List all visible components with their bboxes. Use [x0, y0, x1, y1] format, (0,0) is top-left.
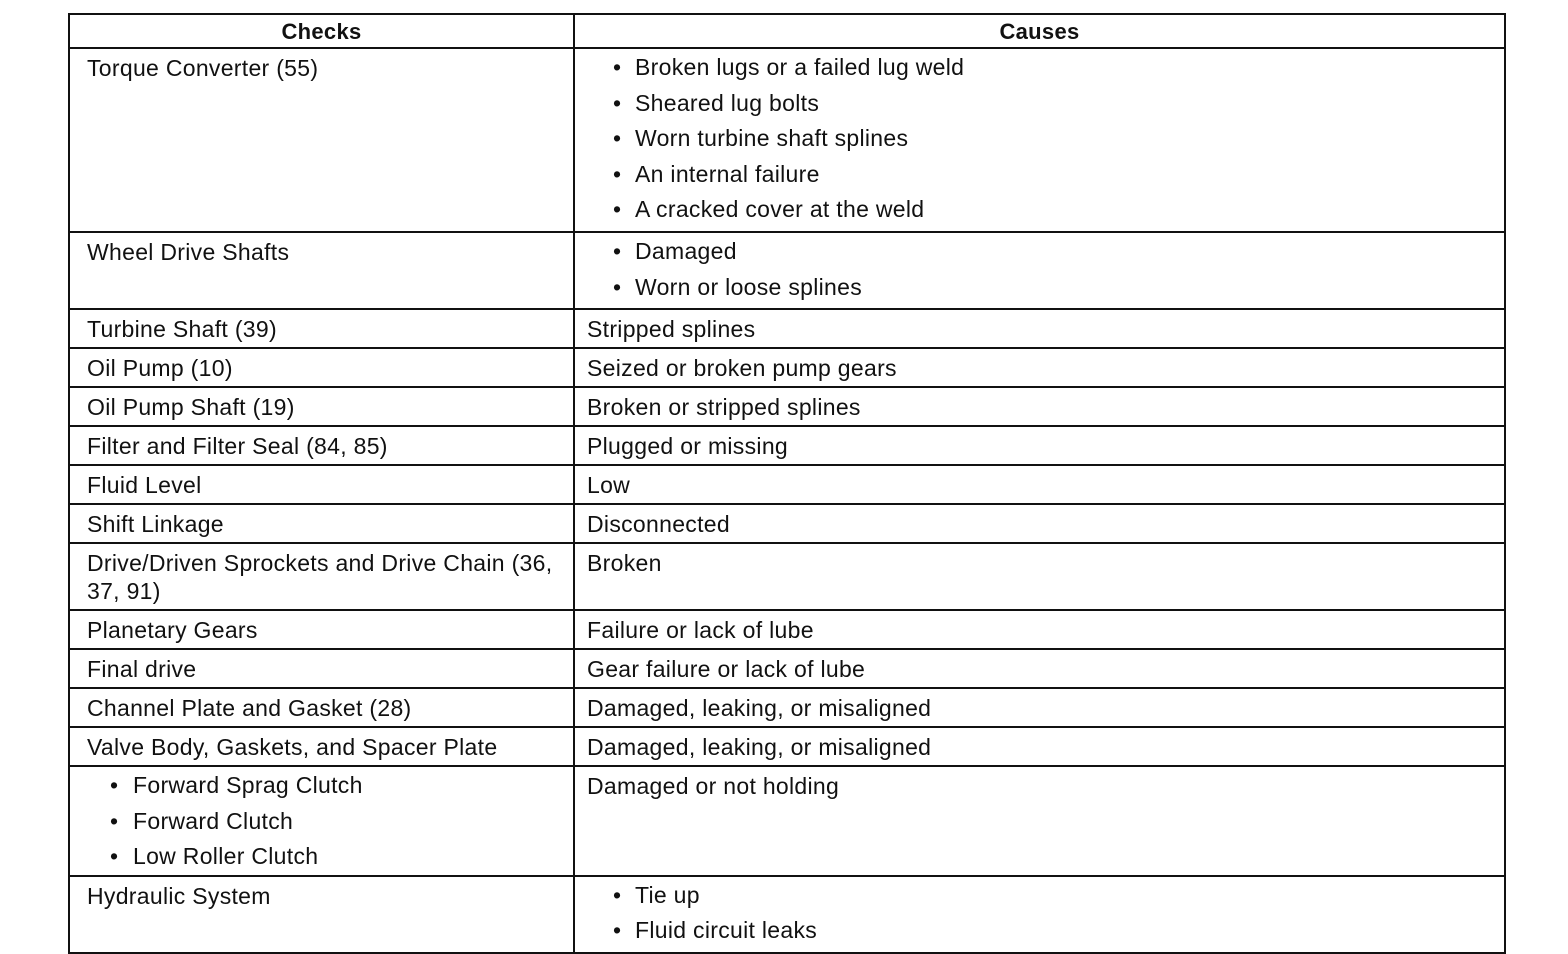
table-row [69, 688, 1505, 727]
cause-cell: Plugged or missing [574, 426, 1505, 465]
table-row [69, 543, 1505, 610]
cause-cell: Broken or stripped splines [574, 387, 1505, 426]
check-cell: Fluid Level [69, 465, 574, 504]
cause-list-item: • Worn turbine shaft splines [587, 121, 1494, 157]
cause-cell: Low [574, 465, 1505, 504]
table-row [69, 426, 1505, 465]
cause-cell: Seized or broken pump gears [574, 348, 1505, 387]
cause-cell: Stripped splines [574, 309, 1505, 348]
table-row [69, 610, 1505, 649]
check-cell: Planetary Gears [69, 610, 574, 649]
table-row [69, 876, 1505, 953]
table-row [69, 465, 1505, 504]
cause-cell: Broken [574, 543, 1505, 610]
check-cell: Drive/Driven Sprockets and Drive Chain (36, 37, 91) [69, 543, 574, 610]
table-row [69, 387, 1505, 426]
table-row [69, 504, 1505, 543]
check-cell: Filter and Filter Seal (84, 85) [69, 426, 574, 465]
cause-list-item: • Worn or loose splines [587, 270, 1494, 306]
check-cell: Hydraulic System [69, 876, 574, 953]
cause-cell [574, 232, 1505, 309]
check-list-item: • Low Roller Clutch [87, 839, 563, 875]
table-row [69, 649, 1505, 688]
table-row [69, 727, 1505, 766]
check-cell: Oil Pump Shaft (19) [69, 387, 574, 426]
cause-cell: Disconnected [574, 504, 1505, 543]
cause-list-item: • A cracked cover at the weld [587, 192, 1494, 228]
check-cell: Channel Plate and Gasket (28) [69, 688, 574, 727]
cause-list-item: • Tie up [587, 878, 1494, 914]
cause-list-item: • Broken lugs or a failed lug weld [587, 50, 1494, 86]
check-cell: Valve Body, Gaskets, and Spacer Plate [69, 727, 574, 766]
cause-cell [574, 876, 1505, 953]
check-cell: Turbine Shaft (39) [69, 309, 574, 348]
cause-list [587, 234, 1494, 305]
check-cell [69, 766, 574, 876]
table-row [69, 232, 1505, 309]
check-cell: Shift Linkage [69, 504, 574, 543]
cause-cell: Damaged, leaking, or misaligned [574, 727, 1505, 766]
table-row [69, 48, 1505, 232]
cause-list-item: • Damaged [587, 234, 1494, 270]
check-cell: Torque Converter (55) [69, 48, 574, 232]
cause-cell: Failure or lack of lube [574, 610, 1505, 649]
table-row [69, 348, 1505, 387]
diagnosis-table [68, 13, 1506, 954]
table-row [69, 309, 1505, 348]
check-cell: Final drive [69, 649, 574, 688]
cause-list-item: • Sheared lug bolts [587, 86, 1494, 122]
cause-list [587, 50, 1494, 228]
check-list-item: • Forward Sprag Clutch [87, 768, 563, 804]
cause-list-item: • An internal failure [587, 157, 1494, 193]
check-cell: Oil Pump (10) [69, 348, 574, 387]
table-row [69, 766, 1505, 876]
check-list [87, 768, 563, 875]
table-header-row [69, 14, 1505, 48]
cause-cell: Damaged, leaking, or misaligned [574, 688, 1505, 727]
cause-cell: Gear failure or lack of lube [574, 649, 1505, 688]
cause-cell: Damaged or not holding [574, 766, 1505, 876]
cause-list [587, 878, 1494, 949]
column-header-causes: Causes [574, 14, 1505, 48]
check-cell: Wheel Drive Shafts [69, 232, 574, 309]
cause-list-item: • Fluid circuit leaks [587, 913, 1494, 949]
cause-cell [574, 48, 1505, 232]
check-list-item: • Forward Clutch [87, 804, 563, 840]
column-header-checks: Checks [69, 14, 574, 48]
